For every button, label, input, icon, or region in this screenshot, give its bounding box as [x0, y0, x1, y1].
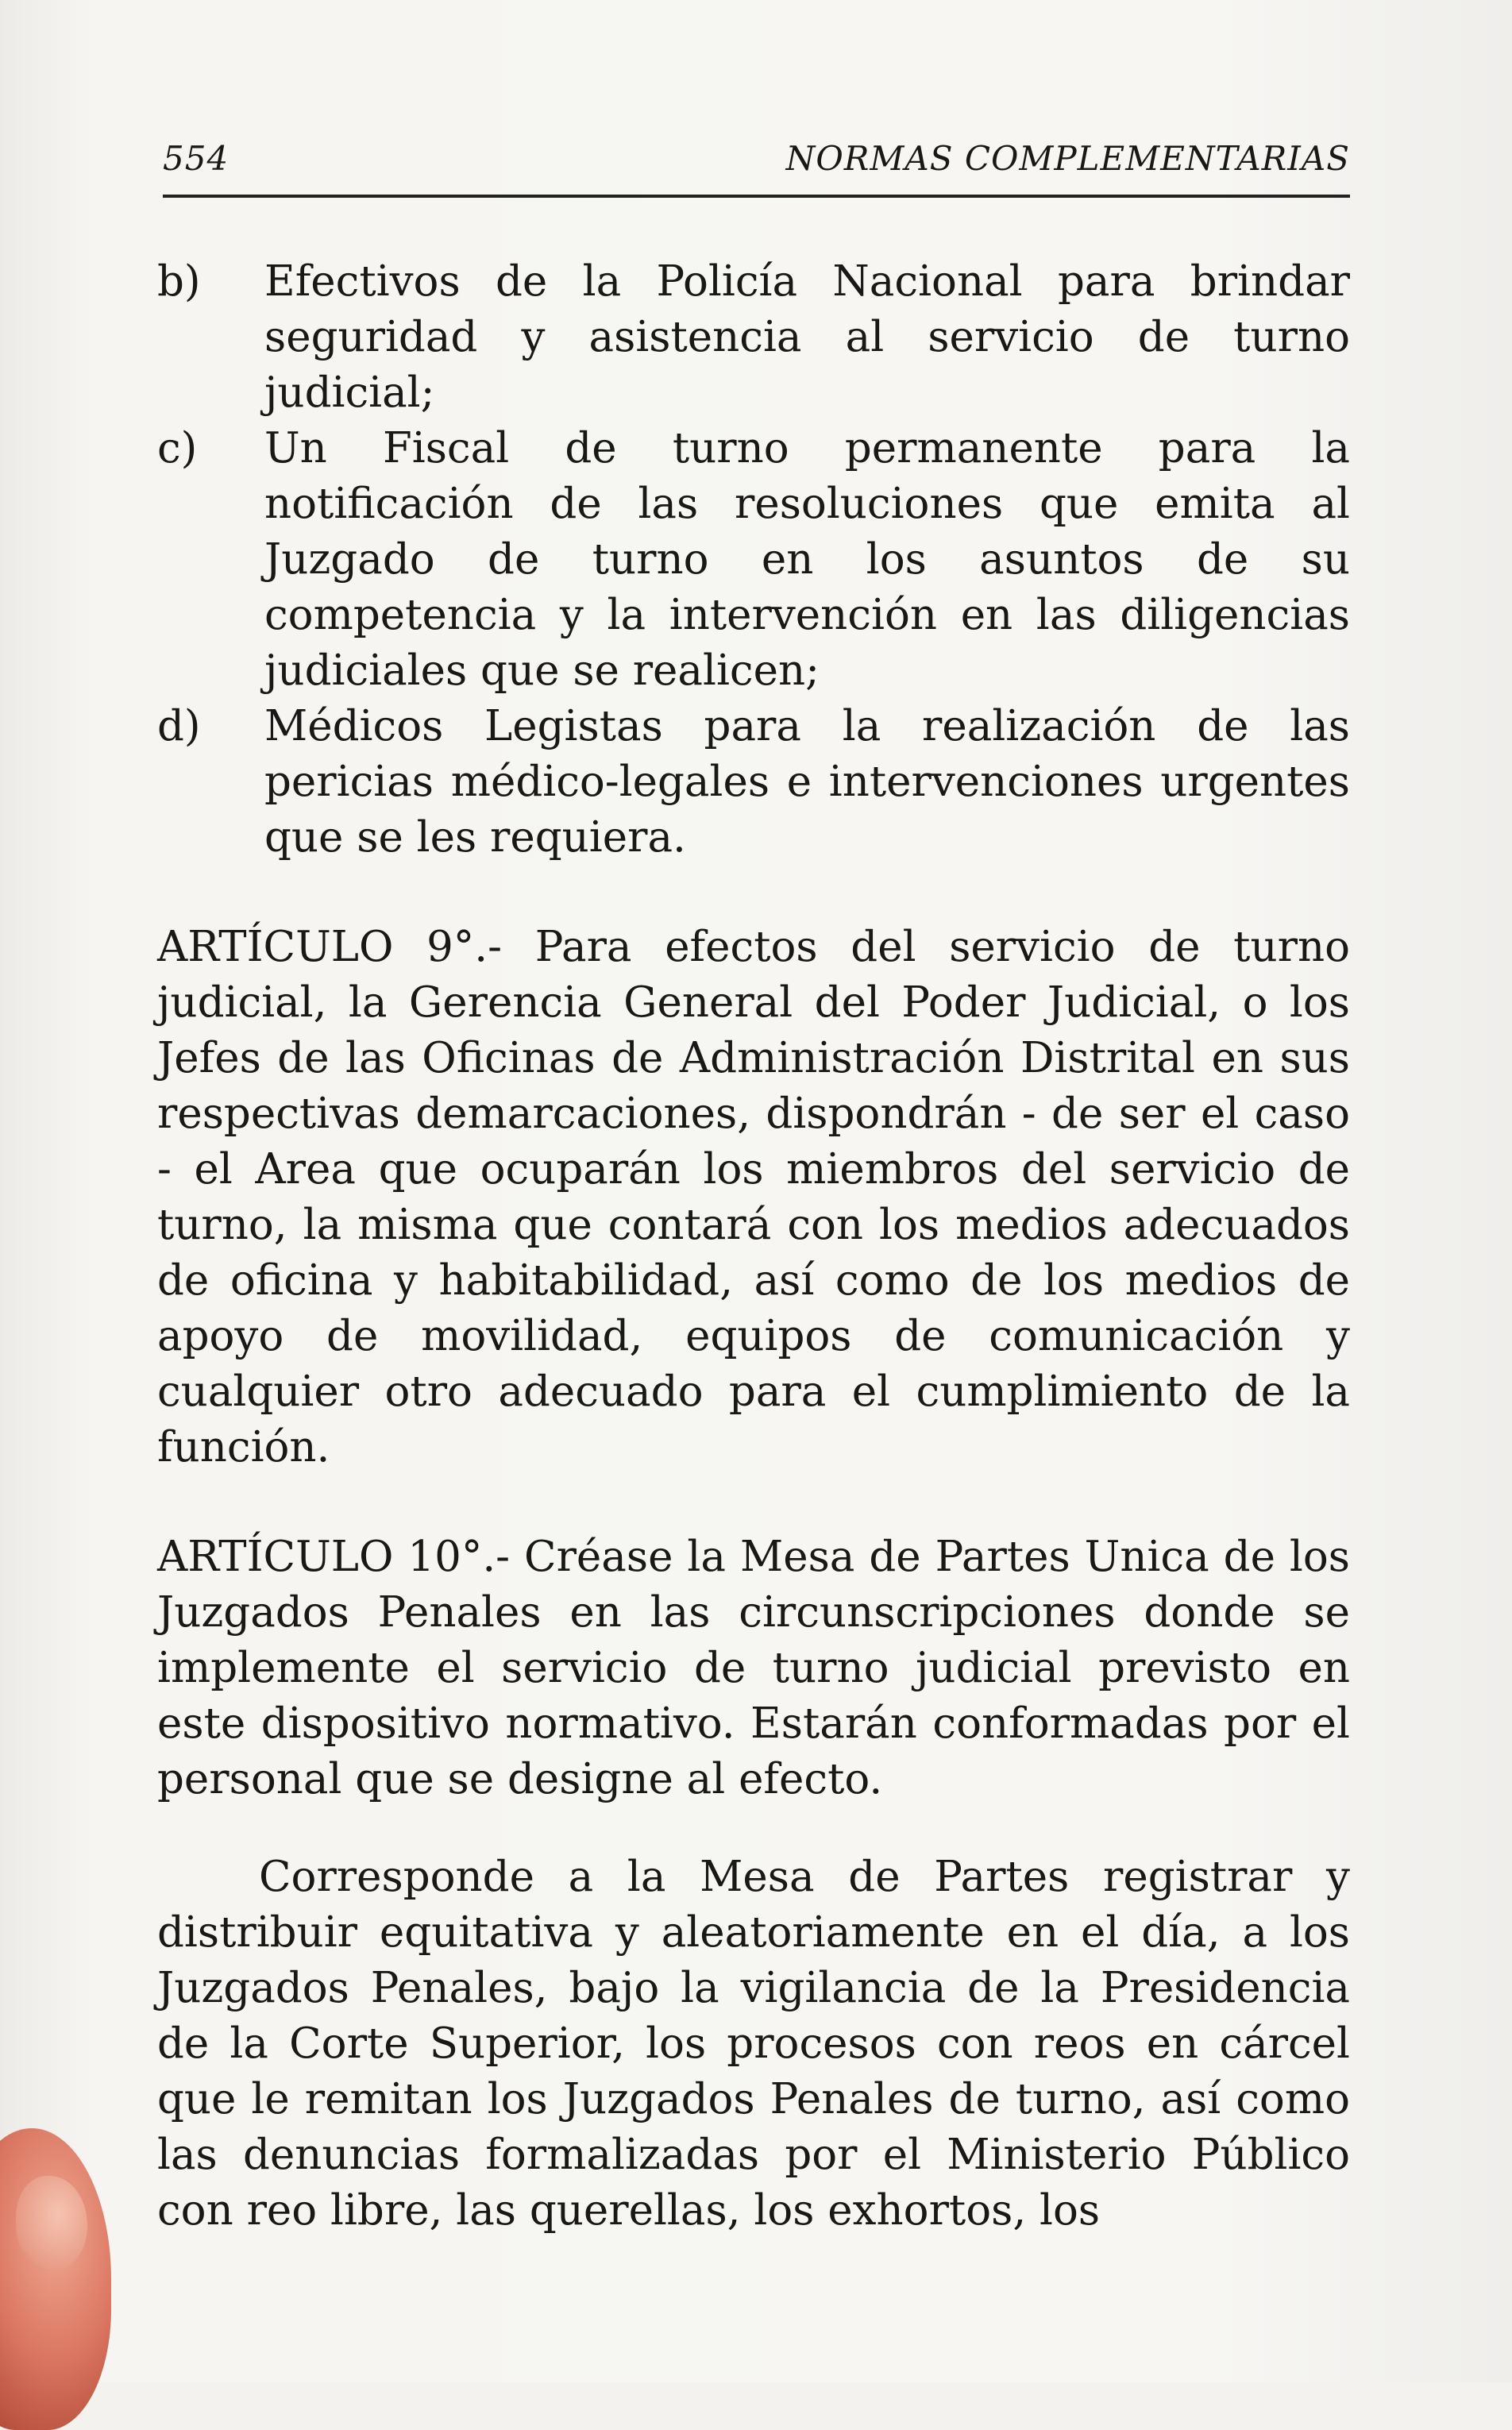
page-body	[157, 254, 1350, 2281]
article-10: ARTÍCULO 10°.- Créase la Mesa de Partes Unica de los Juzgados Penales en las circunscripciones donde se implemente el servicio de turno judicial previsto en este dispositivo normativo. Estarán conformadas por el personal que se designe al efecto.	[157, 1533, 1350, 1803]
list-item-text: Un Fiscal de turno permanente para la notificación de las resoluciones que emita al Juzgado de turno en los asuntos de su competencia y la intervención en las diligencias judiciales que se realicen;	[264, 424, 1350, 695]
list-item-text: Efectivos de la Policía Nacional para brindar seguridad y asistencia al servicio de turno judicial;	[264, 257, 1350, 417]
list-item-b	[157, 254, 1350, 421]
article-9: ARTÍCULO 9°.- Para efectos del servicio de turno judicial, la Gerencia General del Poder Judicial, o los Jefes de las Oficinas de Administración Distrital en sus respectivas demarcaciones, dispondrán - de ser el caso - el Area que ocuparán los miembros del servicio de turno, la misma que contará con los medios adecuados de oficina y habitabilidad, así como de los medios de apoyo de movilidad, equipos de comunicación y cualquier otro adecuado para el cumplimiento de la función.	[157, 923, 1350, 1472]
running-title: NORMAS COMPLEMENTARIAS	[785, 139, 1350, 178]
list-marker: c)	[157, 424, 198, 472]
list-item-d	[157, 699, 1350, 866]
page-number: 554	[163, 139, 230, 178]
page-header	[163, 139, 1350, 198]
article-10-paragraph-2: Corresponde a la Mesa de Partes registrar y distribuir equitativa y aleatoriamente en el día, a los Juzgados Penales, bajo la vigilancia de la Presidencia de la Corte Superior, los procesos con reos en cárcel que le remitan los Juzgados Penales de turno, así como las denuncias formalizadas por el Ministerio Público con reo libre, las querellas, los exhortos, los	[157, 1853, 1350, 2235]
thumb-photo	[0, 2128, 111, 2430]
list-marker: d)	[157, 702, 201, 750]
list-item-text: Médicos Legistas para la realización de las pericias médico-legales e intervenciones urgentes que se les requiera.	[264, 702, 1350, 862]
thumbnail-highlight	[16, 2176, 87, 2271]
list-marker: b)	[157, 257, 201, 306]
list-item-c	[157, 421, 1350, 699]
